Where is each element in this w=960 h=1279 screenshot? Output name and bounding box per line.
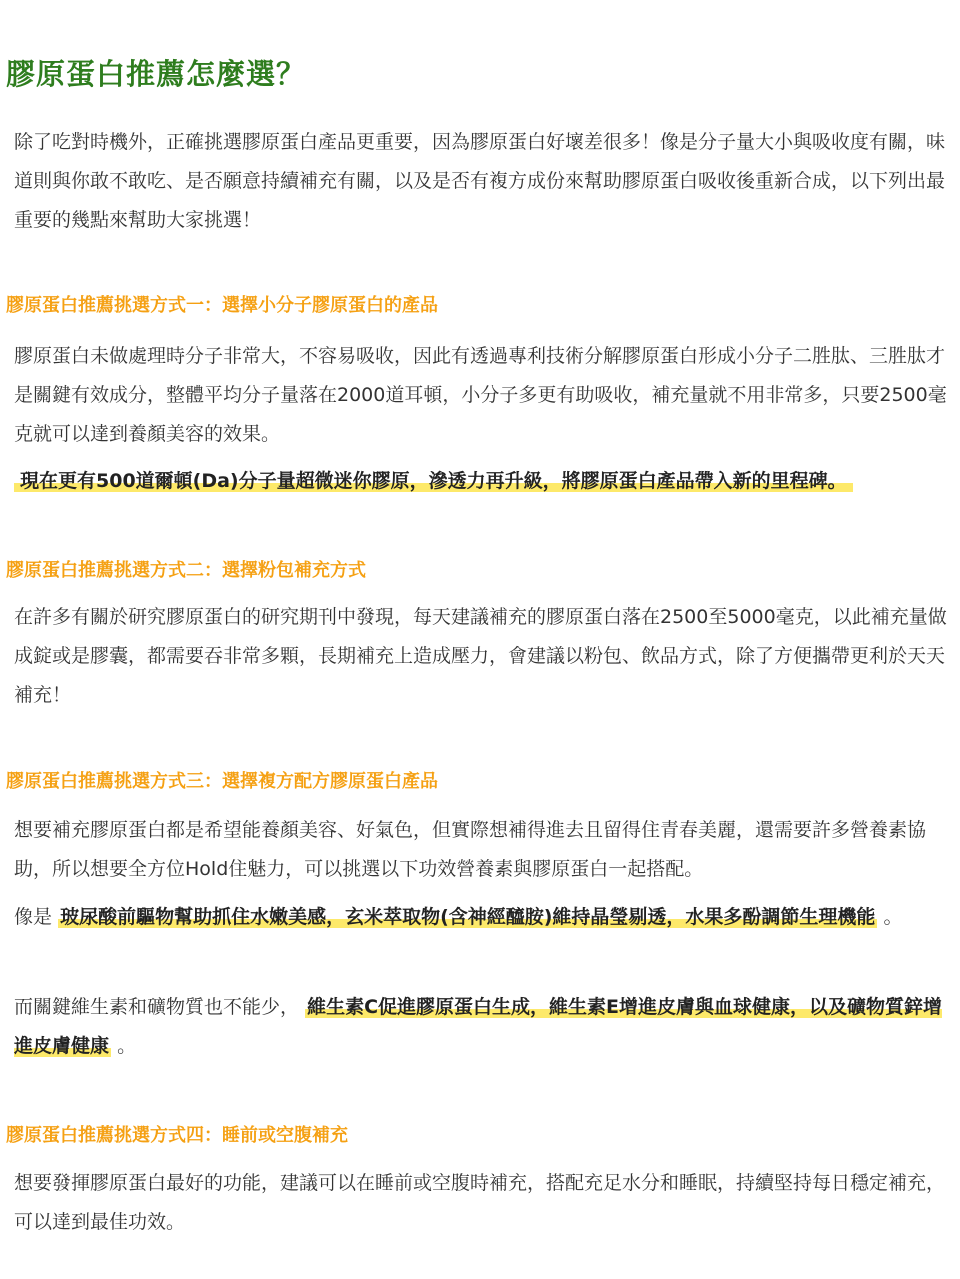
section-3-nutrients-suffix: 。 (883, 906, 903, 928)
section-3-nutrients-paragraph (14, 898, 948, 937)
section-3-vitamins-highlight: 維生素C促進膠原蛋白生成，維生素E增進皮膚與血球健康，以及礦物質鋅增進皮膚健康 (14, 996, 942, 1057)
section-3-nutrients-highlight: 玻尿酸前驅物幫助抓住水嫩美感，玄米萃取物(含神經醯胺)維持晶瑩剔透，水果多酚調節生理機能 (60, 906, 876, 928)
page-title: 膠原蛋白推薦怎麼選？ (6, 57, 307, 91)
section-2-body: 在許多有關於研究膠原蛋白的研究期刊中發現，每天建議補充的膠原蛋白落在2500至5000毫克，以此補充量做成錠或是膠囊，都需要吞非常多顆，長期補充上造成壓力，會建議以粉包、飲品方式，除了方便攜帶更利於天天補充！ (14, 606, 947, 706)
section-1-highlight (14, 466, 853, 496)
section-1-body: 膠原蛋白未做處理時分子非常大，不容易吸收，因此有透過專利技術分解膠原蛋白形成小分子二胜肽、三胜肽才是關鍵有效成分，整體平均分子量落在2000道耳頓，小分子多更有助吸收，補充量就不用非常多，只要2500毫克就可以達到養顏美容的效果。 (14, 345, 947, 445)
section-3-body: 想要補充膠原蛋白都是希望能養顏美容、好氣色，但實際想補得進去且留得住青春美麗，還需要許多營養素協助，所以想要全方位Hold住魅力，可以挑選以下功效營養素與膠原蛋白一起搭配。 (14, 819, 927, 880)
section-4-body: 想要發揮膠原蛋白最好的功能，建議可以在睡前或空腹時補充，搭配充足水分和睡眠，持續堅持每日穩定補充，可以達到最佳功效。 (14, 1172, 946, 1233)
section-3-vitamins-paragraph (14, 988, 948, 1066)
section-3-nutrients-prefix: 像是 (14, 906, 53, 928)
section-1-title: 膠原蛋白推薦挑選方式一：選擇小分子膠原蛋白的產品 (6, 295, 438, 316)
section-1-highlight-text: 現在更有500道爾頓(Da)分子量超微迷你膠原，滲透力再升級，將膠原蛋白產品帶入新的里程碑。 (14, 470, 853, 492)
section-3-vitamins-prefix: 而關鍵維生素和礦物質也不能少， (14, 996, 300, 1018)
section-4-title: 膠原蛋白推薦挑選方式四：睡前或空腹補充 (6, 1125, 348, 1146)
section-3-title: 膠原蛋白推薦挑選方式三：選擇複方配方膠原蛋白產品 (6, 771, 438, 792)
intro-paragraph: 除了吃對時機外，正確挑選膠原蛋白產品更重要，因為膠原蛋白好壞差很多！像是分子量大小與吸收度有關，味道則與你敢不敢吃、是否願意持續補充有關，以及是否有複方成份來幫助膠原蛋白吸收後重新合成，以下列出最重要的幾點來幫助大家挑選！ (14, 131, 946, 231)
section-2-title: 膠原蛋白推薦挑選方式二：選擇粉包補充方式 (6, 560, 366, 581)
section-3-vitamins-suffix: 。 (117, 1035, 137, 1057)
